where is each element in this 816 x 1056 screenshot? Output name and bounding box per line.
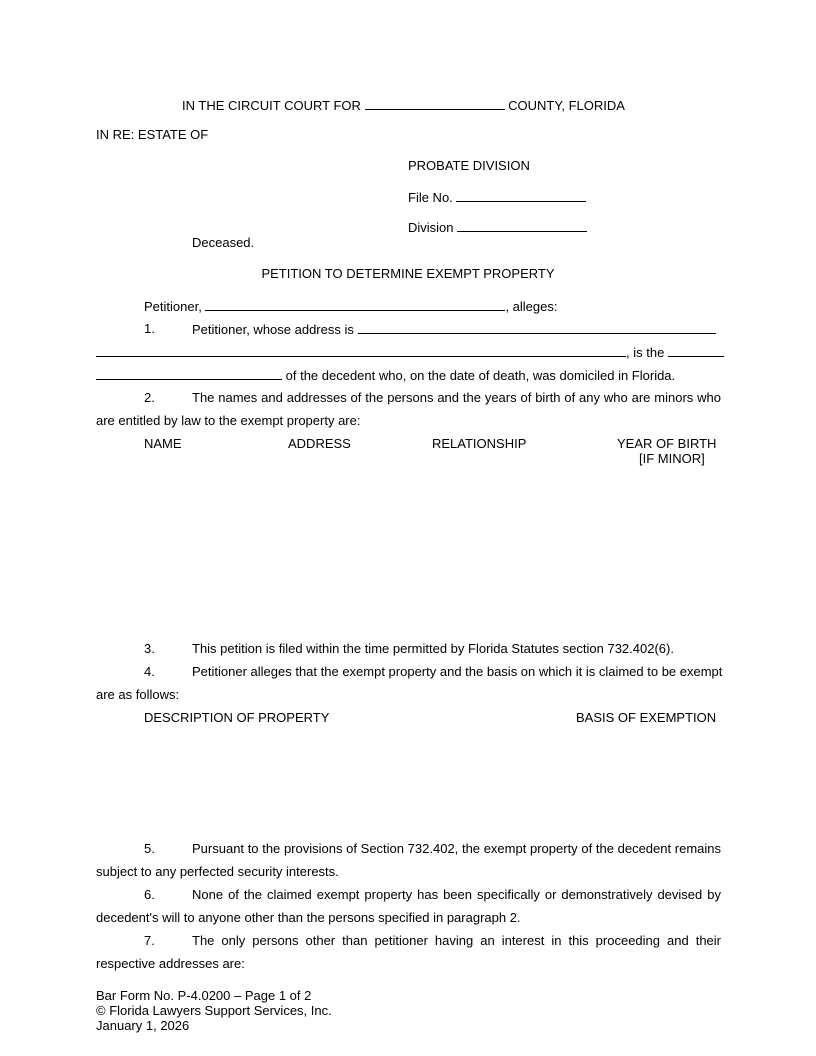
probate-division: PROBATE DIVISION bbox=[408, 158, 530, 173]
p3-number: 3. bbox=[144, 641, 155, 656]
p1-line1 bbox=[192, 321, 716, 338]
p3-text: This petition is filed within the time permitted by Florida Statutes section 732.402(6). bbox=[192, 641, 674, 656]
p7-line1: The only persons other than petitioner having an interest in this proceeding and their bbox=[192, 933, 721, 948]
col-basis-header: BASIS OF EXEMPTION bbox=[576, 710, 717, 725]
division-label: Division bbox=[408, 220, 454, 235]
p5-line2: subject to any perfected security interests. bbox=[96, 864, 339, 879]
p1-number: 1. bbox=[144, 321, 155, 336]
p7-number: 7. bbox=[144, 933, 155, 948]
address-blank-2[interactable] bbox=[96, 344, 626, 357]
document-title: PETITION TO DETERMINE EXEMPT PROPERTY bbox=[261, 266, 555, 281]
division-blank[interactable] bbox=[457, 219, 587, 232]
p2-number: 2. bbox=[144, 390, 155, 405]
file-no-line bbox=[408, 189, 586, 206]
p1-line3 bbox=[96, 367, 675, 384]
p1-line2 bbox=[96, 344, 724, 361]
p4-line2: are as follows: bbox=[96, 687, 180, 702]
deceased-label: Deceased. bbox=[192, 235, 255, 250]
p2-line2: are entitled by law to the exempt property are: bbox=[96, 413, 361, 428]
p6-line1: None of the claimed exempt property has been specifically or demonstratively devised by bbox=[192, 887, 721, 902]
col-relationship-header: RELATIONSHIP bbox=[432, 436, 527, 451]
col-year-subheader: [IF MINOR] bbox=[639, 451, 705, 466]
col-address-header: ADDRESS bbox=[288, 436, 351, 451]
petitioner-line bbox=[144, 298, 558, 315]
footer-date: January 1, 2026 bbox=[96, 1018, 190, 1033]
col-year-header: YEAR OF BIRTH bbox=[617, 436, 717, 451]
file-no-label: File No. bbox=[408, 190, 453, 205]
petitioner-name-blank[interactable] bbox=[205, 298, 505, 311]
division-line bbox=[408, 219, 587, 236]
p5-number: 5. bbox=[144, 841, 155, 856]
relationship-blank-2[interactable] bbox=[96, 367, 282, 380]
footer-form-no: Bar Form No. P-4.0200 – Page 1 of 2 bbox=[96, 988, 312, 1003]
petitioner-prefix: Petitioner, bbox=[144, 299, 202, 314]
court-suffix: COUNTY, FLORIDA bbox=[508, 98, 625, 113]
p1-line2-text: , is the bbox=[626, 345, 665, 360]
petitioner-suffix: , alleges: bbox=[505, 299, 558, 314]
in-re-estate: IN RE: ESTATE OF bbox=[96, 127, 209, 142]
address-blank-1[interactable] bbox=[358, 321, 716, 334]
p4-line1: Petitioner alleges that the exempt property and the basis on which it is claimed to be exempt bbox=[192, 664, 723, 679]
court-prefix: IN THE CIRCUIT COURT FOR bbox=[182, 98, 361, 113]
p6-line2: decedent's will to anyone other than the persons specified in paragraph 2. bbox=[96, 910, 521, 925]
footer-copyright: © Florida Lawyers Support Services, Inc. bbox=[96, 1003, 332, 1018]
court-heading bbox=[182, 97, 625, 114]
col-name-header: NAME bbox=[144, 436, 182, 451]
p1-line3-text: of the decedent who, on the date of death, was domiciled in Florida. bbox=[285, 368, 676, 383]
p6-number: 6. bbox=[144, 887, 155, 902]
county-blank[interactable] bbox=[365, 97, 505, 110]
p2-line1: The names and addresses of the persons and the years of birth of any who are minors who bbox=[192, 390, 721, 405]
file-no-blank[interactable] bbox=[456, 189, 586, 202]
col-description-header: DESCRIPTION OF PROPERTY bbox=[144, 710, 330, 725]
p4-number: 4. bbox=[144, 664, 155, 679]
p1-line1-text: Petitioner, whose address is bbox=[192, 322, 354, 337]
relationship-blank-1[interactable] bbox=[668, 344, 724, 357]
p5-line1: Pursuant to the provisions of Section 732.402, the exempt property of the decedent remains bbox=[192, 841, 721, 856]
p7-line2: respective addresses are: bbox=[96, 956, 245, 971]
